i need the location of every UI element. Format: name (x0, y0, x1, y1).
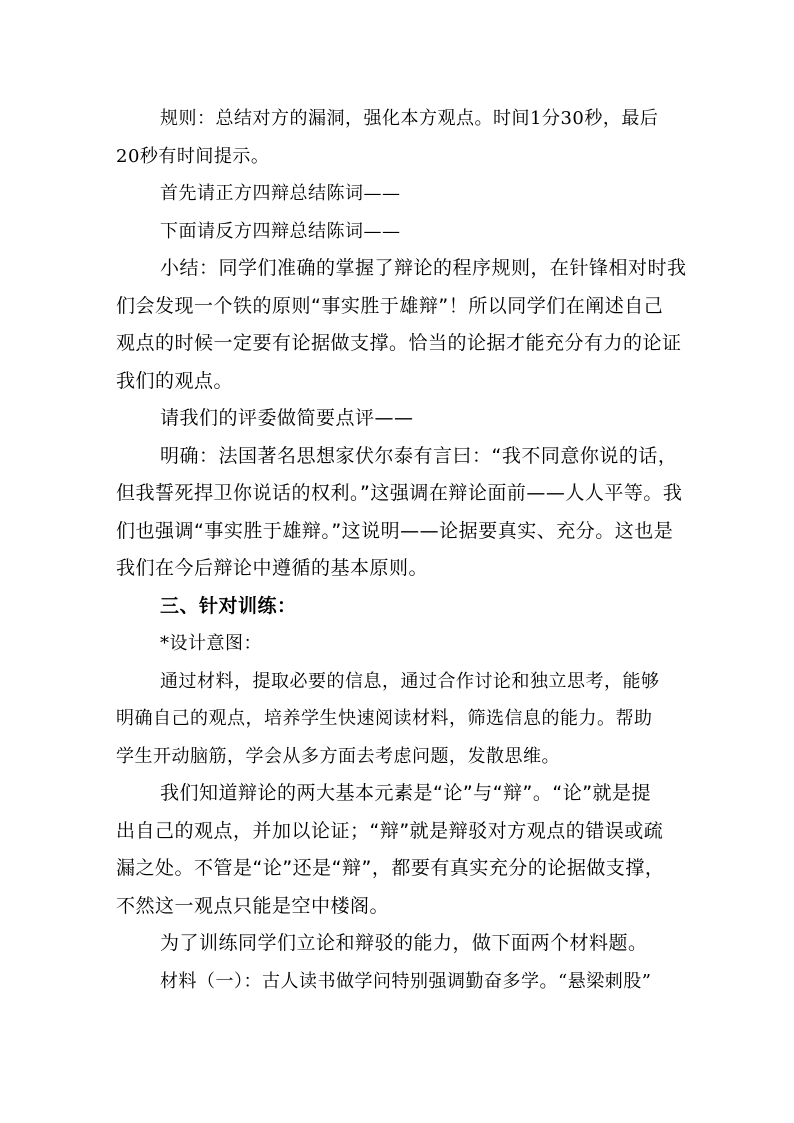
summary-line-4: 我们的观点。 (116, 369, 234, 392)
intent-line-1: 通过材料，提取必要的信息，通过合作讨论和独立思考，能够 (160, 670, 660, 692)
intent-paragraph-cont (116, 700, 676, 775)
rules-line-1: 规则：总结对方的漏洞，强化本方观点。时间1分30秒，最后 (160, 108, 659, 129)
clarify-paragraph (160, 438, 720, 476)
elements-paragraph (160, 775, 720, 813)
intent-paragraph (160, 663, 720, 701)
elements-line-2: 出自己的观点，并加以论证；“辩”就是辩驳对方观点的错误或疏 (116, 819, 664, 842)
clarify-line-1: 明确：法国著名思想家伏尔泰有言曰：“我不同意你说的话， (160, 444, 678, 467)
elements-line-3: 漏之处。不管是“论”还是“辩”，都要有真实充分的论据做支撑， (116, 857, 665, 879)
clarify-line-4: 我们在今后辩论中遵循的基本原则。 (116, 557, 429, 579)
con-fourth-speaker-line: 下面请反方四辩总结陈词—— (160, 220, 401, 242)
section-heading-3: 三、针对训练： (160, 594, 297, 617)
rules-paragraph (160, 100, 720, 138)
pro-fourth-speaker-line: 首先请正方四辩总结陈词—— (160, 183, 401, 204)
elements-paragraph-cont (116, 813, 676, 926)
elements-line-4: 不然这一观点只能是空中楼阁。 (116, 894, 390, 917)
rules-line-2: 20秒有时间提示。 (116, 145, 270, 167)
judges-line: 请我们的评委做简要点评—— (160, 407, 414, 429)
summary-paragraph-cont (116, 288, 682, 401)
intent-line-2: 明确自己的观点，培养学生快速阅读材料，筛选信息的能力。帮助 (116, 708, 653, 729)
intent-line-3: 学生开动脑筋，学会从多方面去考虑问题，发散思维。 (116, 745, 560, 767)
summary-line-2: 们会发现一个铁的原则“事实胜于雄辩”！所以同学们在阐述自己 (116, 294, 664, 317)
elements-line-1: 我们知道辩论的两大基本元素是“论”与“辩”。“论”就是提 (160, 782, 652, 804)
summary-line-3: 观点的时候一定要有论据做支撑。恰当的论据才能充分有力的论证 (116, 332, 682, 354)
clarify-line-3: 们也强调“事实胜于雄辩。”这说明——论据要真实、充分。这也是 (116, 519, 674, 542)
material-one-line: 材料（一）：古人读书做学问特别强调勤奋多学。“悬梁刺股” (160, 970, 652, 992)
clarify-paragraph-cont (116, 475, 683, 588)
design-intent-label: *设计意图： (160, 633, 262, 654)
summary-line-1: 小结：同学们准确的掌握了辩论的程序规则，在针锋相对时我 (160, 257, 687, 279)
training-line: 为了训练同学们立论和辩驳的能力，做下面两个材料题。 (160, 932, 648, 954)
clarify-line-2: 但我誓死捍卫你说话的权利。”这强调在辩论面前——人人平等。我 (116, 482, 683, 504)
summary-paragraph (160, 250, 720, 288)
rules-paragraph-cont (116, 138, 676, 176)
